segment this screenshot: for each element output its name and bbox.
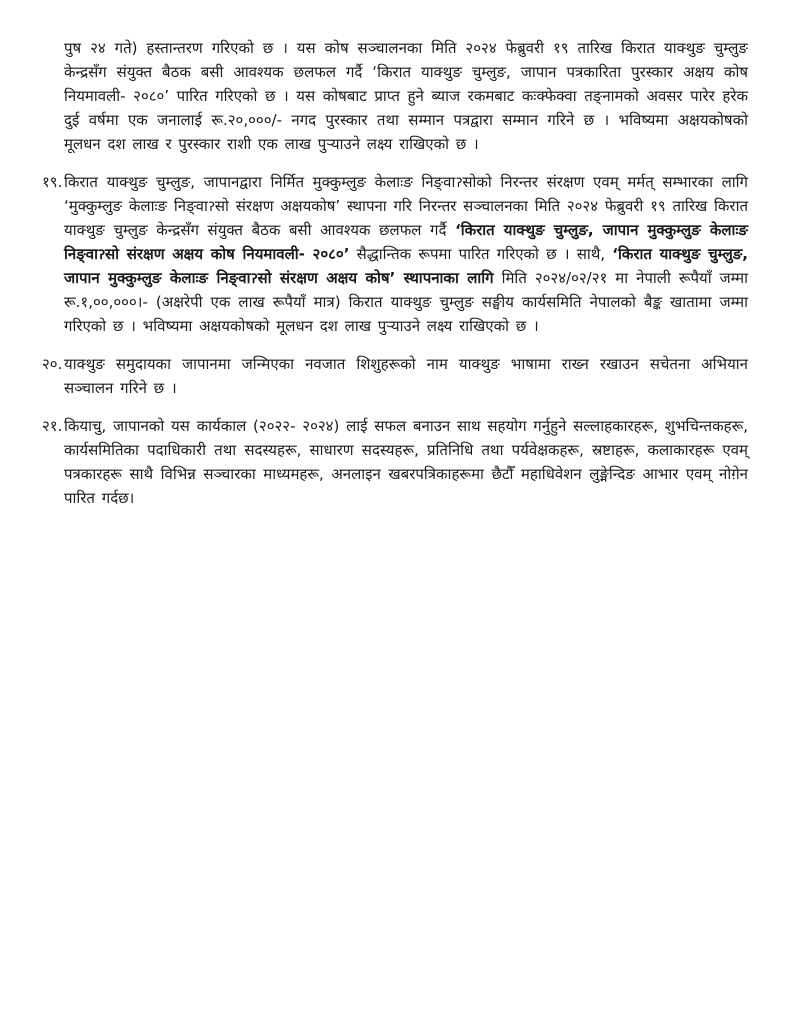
- paragraph-body: [64, 170, 748, 338]
- text-run: किरात याक्थुङ चुम्लुङ, जापानद्वारा निर्मित मुक्कुम्लुङ केलाःङ निङ्वाॽसोको निरन्तर संरक्षण एवम् मर्मत् सम्भारका लागि ‘मुक्कुम्लुङ केलाःङ निङ्वाॽसो संरक्षण अक्षयकोष’ स्थापना गरि निरन्तर सञ्चालनका मिति २०२४ फेब्रुवरी १९ तारिख किरात याक्थुङ चुम्लुङ केन्द्रसँग संयुक्त बैठक बसी आवश्यक छलफल गर्दै: [64, 173, 748, 239]
- text-run: याक्थुङ समुदायका जापानमा जन्मिएका नवजात शिशुहरूको नाम याक्थुङ भाषामा राख्न रखाउन सचेतना अभियान सञ्चालन गरिने छ ।: [64, 355, 748, 397]
- paragraph-item-21: [42, 414, 748, 510]
- paragraph-body: [64, 352, 748, 400]
- paragraph-item-19: [42, 170, 748, 338]
- bold-text-run: ‘किरात याक्थुङ चुम्लुङ, जापान मुक्कुम्लुङ केलाःङ निङ्वाॽसो संरक्षण अक्षय कोष’ स्थापनाका लागि: [64, 245, 748, 287]
- text-run: पुष २४ गते) हस्तान्तरण गरिएको छ । यस कोष सञ्चालनका मिति २०२४ फेब्रुवरी १९ तारिख किरात याक्थुङ चुम्लुङ केन्द्रसँग संयुक्त बैठक बसी आवश्यक छलफल गर्दै ‘किरात याक्थुङ चुम्लुङ, जापान पत्रकारिता पुरस्कार अक्षय कोष नियमावली- २०८०’ पारित गरिएको छ । यस कोषबाट प्राप्त हुने ब्याज रकमबाट कःक्फेक्वा तङ्नामको अवसर पारेर हरेक दुई वर्षमा एक जनालाई रू.२०,०००/- नगद पुरस्कार तथा सम्मान पत्रद्वारा सम्मान गरिने छ । भविष्यमा अक्षयकोषको मूलधन दश लाख र पुरस्कार राशी एक लाख पुऱ्याउने लक्ष्य राखिएको छ ।: [64, 39, 748, 153]
- text-run: मिति २०२४/०२/२१ मा नेपाली रूपैयाँ जम्मा रू.१,००,०००।- (अक्षरेपी एक लाख रूपैयाँ मात्र) किरात याक्थुङ चुम्लुङ सङ्घीय कार्यसमिति नेपालको बैङ्क खातामा जम्मा गरिएको छ । भविष्यमा अक्षयकोषको मूलधन दश लाख पुऱ्याउने लक्ष्य राखिएको छ ।: [64, 269, 748, 335]
- bold-text-run: ‘किरात याक्थुङ चुम्लुङ, जापान मुक्कुम्लुङ केलाःङ निङ्वाॽसो संरक्षण अक्षय कोष नियमावली- २०८०’: [64, 221, 748, 263]
- text-run: कियाचु, जापानको यस कार्यकाल (२०२२- २०२४) लाई सफल बनाउन साथ सहयोग गर्नुहुने सल्लाहकारहरू, शुभचिन्तकहरू, कार्यसमितिका पदाधिकारी तथा सदस्यहरू, साधारण सदस्यहरू, प्रतिनिधि तथा पर्यवेक्षकहरू, स्रष्टाहरू, कलाकारहरू एवम् पत्रकारहरू साथै विभिन्न सञ्चारका माध्यमहरू, अनलाइन खबरपत्रिकाहरूमा छैटौँ महाधिवेशन लुङ्मेन्दिङ आभार एवम् नोग़ेन पारित गर्दछ।: [64, 417, 748, 507]
- paragraph-body: [64, 414, 748, 510]
- paragraph-number: २०.: [42, 355, 63, 373]
- paragraph-number: २१.: [42, 417, 63, 435]
- text-run: सैद्धान्तिक रूपमा पारित गरिएको छ । साथै,: [349, 245, 613, 263]
- paragraph-item-20: [42, 352, 748, 400]
- paragraph-body: [64, 36, 748, 156]
- paragraph-continuation: [42, 36, 748, 156]
- paragraph-number: १९.: [42, 173, 63, 191]
